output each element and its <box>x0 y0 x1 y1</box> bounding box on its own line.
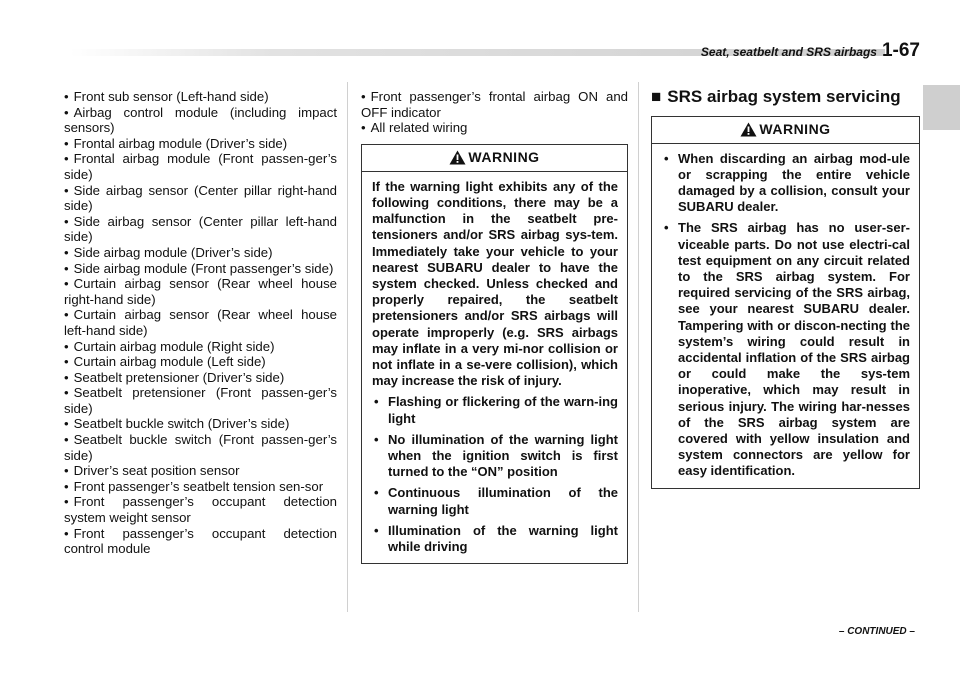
list-item: • Side airbag sensor (Center pillar left-hand side) <box>64 214 337 245</box>
list-item: • Front passenger’s occupant detection system weight sensor <box>64 494 337 525</box>
column-3 <box>651 89 920 489</box>
page-number: 1-67 <box>881 40 920 61</box>
heading-square-icon: ■ <box>651 87 662 106</box>
section-title: Seat, seatbelt and SRS airbags <box>700 45 877 59</box>
list-item: • Side airbag module (Front passenger’s side) <box>64 261 337 277</box>
warning-list <box>662 151 910 480</box>
list-item: • Seatbelt buckle switch (Front passen-ger’s side) <box>64 432 337 463</box>
warning-item: • When discarding an airbag mod-ule or scrapping the entire vehicle damaged by a collision, consult your SUBARU dealer. <box>662 151 910 216</box>
heading-text: SRS airbag system servicing <box>667 87 901 106</box>
column-2 <box>361 89 628 564</box>
warning-triangle-icon <box>740 122 757 137</box>
list-item: • Front passenger’s occupant detection control module <box>64 526 337 557</box>
warning-intro: If the warning light exhibits any of the following conditions, there may be a malfunction in the seatbelt pre-tensioners and/or SRS airbag sys-tem. Immediately take your vehicle to your nearest SUBARU dealer to have the system checked. Unless checked and properly repaired, the seatbelt pretensioners and/or SRS airbags will operate improperly (e.g. SRS airbags may inflate in a very mi-nor collision or not inflate in a se-vere collision), which may increase the risk of injury. <box>372 178 618 389</box>
list-item: • Seatbelt pretensioner (Driver’s side) <box>64 370 337 386</box>
list-item: • Front sub sensor (Left-hand side) <box>64 89 337 105</box>
list-item: • Curtain airbag module (Left side) <box>64 354 337 370</box>
list-item: • Airbag control module (including impact sensors) <box>64 105 337 136</box>
list-item: • Driver’s seat position sensor <box>64 463 337 479</box>
warning-item: • Illumination of the warning light while driving <box>372 523 618 555</box>
warning-triangle-icon <box>449 150 466 165</box>
column-divider-1 <box>347 82 348 612</box>
warning-label: WARNING <box>759 120 831 137</box>
warning-box <box>651 116 920 489</box>
warning-item: • No illumination of the warning light when the ignition switch is first turned to the “ON” position <box>372 432 618 481</box>
warning-body <box>652 144 919 488</box>
warning-conditions <box>372 394 618 555</box>
warning-item: • The SRS airbag has no user-ser-viceable parts. Do not use electri-cal test equipment on any circuit related to the SRS airbag system. For required servicing of the SRS airbag, see your nearest SUBARU dealer. Tampering with or discon-necting the system’s wiring could result in accidental inflation of the SRS airbag or could make the sys-tem inoperative, which may result in serious injury. The wiring har-nesses of the SRS airbag system are covered with yellow insulation and system connectors are yellow for easy identification. <box>662 220 910 479</box>
warning-item: • Continuous illumination of the warning light <box>372 485 618 517</box>
column-divider-2 <box>638 82 639 612</box>
list-item: • Curtain airbag sensor (Rear wheel house left-hand side) <box>64 307 337 338</box>
chapter-tab <box>923 85 960 130</box>
list-item: • Front passenger’s seatbelt tension sen-sor <box>64 479 337 495</box>
list-item: • Side airbag sensor (Center pillar right-hand side) <box>64 183 337 214</box>
component-list-continued <box>361 89 628 136</box>
component-list <box>64 89 337 557</box>
warning-label: WARNING <box>468 148 540 165</box>
continued-note: – CONTINUED – <box>838 626 915 637</box>
list-item: • All related wiring <box>361 120 628 136</box>
list-item: • Side airbag module (Driver’s side) <box>64 245 337 261</box>
list-item: • Curtain airbag module (Right side) <box>64 339 337 355</box>
list-item: • Frontal airbag module (Driver’s side) <box>64 136 337 152</box>
list-item: • Seatbelt buckle switch (Driver’s side) <box>64 416 337 432</box>
list-item: • Front passenger’s frontal airbag ON and OFF indicator <box>361 89 628 120</box>
warning-body <box>362 172 627 563</box>
list-item: • Frontal airbag module (Front passen-ger’s side) <box>64 151 337 182</box>
warning-header <box>652 117 919 144</box>
column-1 <box>64 89 337 557</box>
list-item: • Curtain airbag sensor (Rear wheel house right-hand side) <box>64 276 337 307</box>
warning-box <box>361 144 628 564</box>
warning-item: • Flashing or flickering of the warn-ing light <box>372 394 618 426</box>
page-header <box>701 40 920 62</box>
list-item: • Seatbelt pretensioner (Front passen-ger’s side) <box>64 385 337 416</box>
section-heading <box>651 89 920 105</box>
warning-header <box>362 145 627 172</box>
